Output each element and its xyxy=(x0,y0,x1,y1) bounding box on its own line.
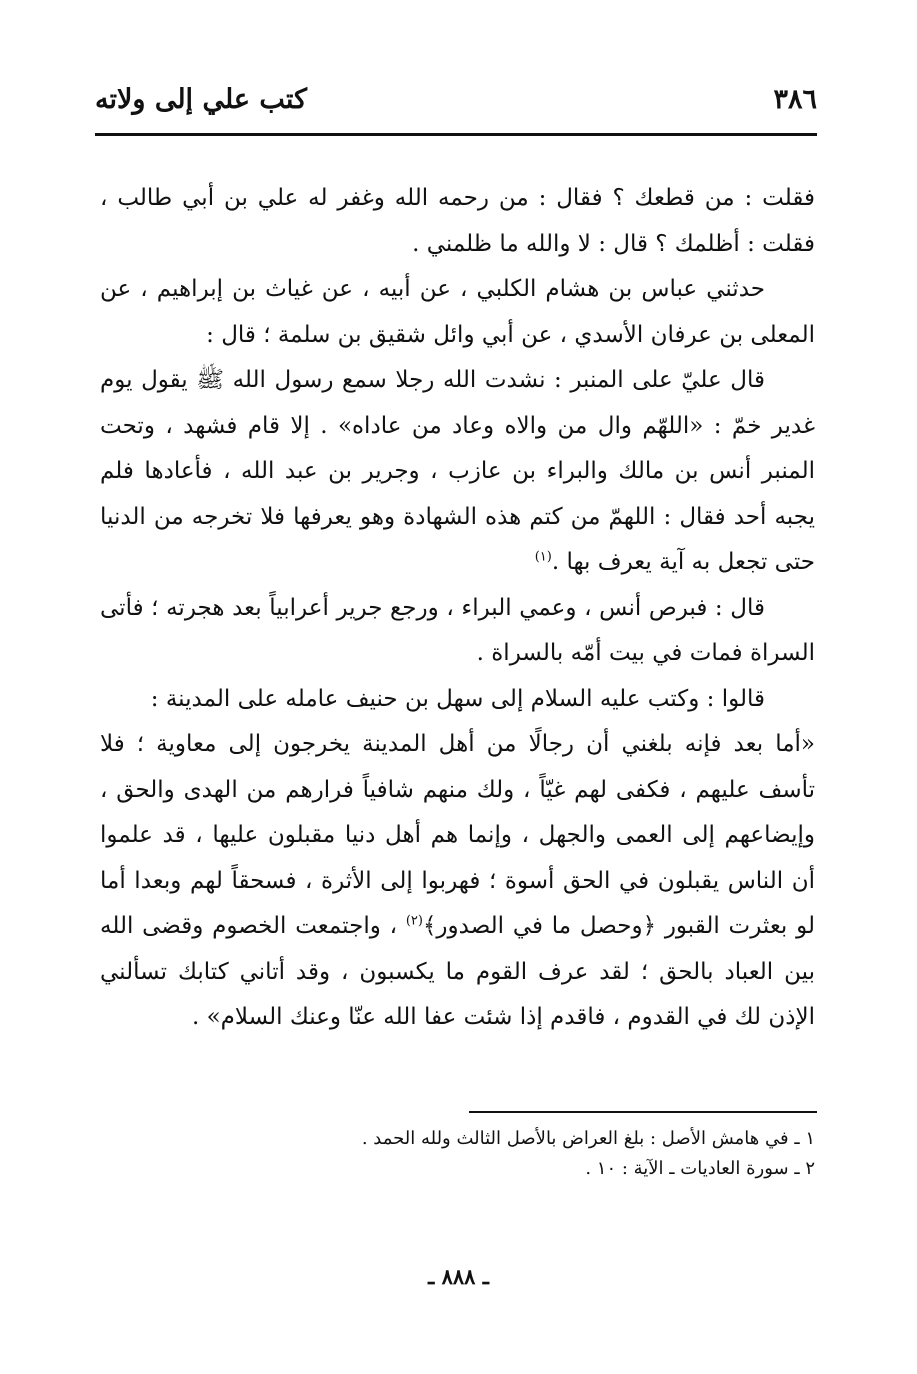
main-text xyxy=(100,176,815,1041)
paragraph-3-text: قال عليّ على المنبر : نشدت الله رجلا سمع رسول الله ﷺ يقول يوم غدير خمّ : «اللهّم وال من والاه وعاد من عاداه» . إلا قام فشهد ، وتحت المنبر أنس بن مالك والبراء بن عازب ، وجرير بن عبد الله ، فأعادها فلم يجبه أحد فقال : اللهمّ من كتم هذه الشهادة وهو يعرفها فلا تخرجه من الدنيا حتى تجعل به آية يعرف بها . xyxy=(100,367,815,575)
header-title: كتب علي إلى ولاته xyxy=(95,84,307,115)
header-page-number: ٣٨٦ xyxy=(773,84,817,115)
paragraph-1: فقلت : من قطعك ؟ فقال : من رحمه الله وغفر له علي بن أبي طالب ، فقلت : أظلمك ؟ قال : لا والله ما ظلمني . xyxy=(100,185,815,257)
paragraph-3 xyxy=(100,358,815,586)
footnotes xyxy=(100,1124,815,1184)
footnote-2: ٢ ـ سورة العاديات ـ الآية : ١٠ . xyxy=(585,1158,815,1179)
paragraph-6-text-a: «أما بعد فإنه بلغني أن رجالًا من أهل المدينة يخرجون إلى معاوية ؛ فلا تأسف عليهم ، فكفى لهم غيّاً ، ولك منهم شافياً فرارهم من الهدى والحق ، وإيضاعهم إلى العمى والجهل ، وإنما هم أهل دنيا مقبلون عليها ، قد علموا أن الناس يقبلون في الحق أسوة ؛ فهربوا إلى الأثرة ، فسحقاً لهم وبعدا أما لو بعثرت القبور ﴿وحصل ما في الصدور﴾ xyxy=(100,731,816,939)
paragraph-6 xyxy=(100,722,815,1041)
paragraph-4: قال : فبرص أنس ، وعمي البراء ، ورجع جرير أعرابياً بعد هجرته ؛ فأتى السراة فمات في بيت أمّه بالسراة . xyxy=(100,594,815,666)
footnote-ref-2: (٢) xyxy=(405,913,423,929)
paragraph-2: حدثني عباس بن هشام الكلبي ، عن أبيه ، عن غياث بن إبراهيم ، عن المعلى بن عرفان الأسدي ، عن أبي وائل شقيق بن سلمة ؛ قال : xyxy=(100,276,815,348)
paragraph-6-text-b: ، واجتمعت الخصوم وقضى الله بين العباد بالحق ؛ لقد عرف القوم ما يكسبون ، وقد أتاني كتابك تسألني الإذن لك في القدوم ، فاقدم إذا شئت عفا الله عنّا وعنك السلام» . xyxy=(100,913,815,1030)
paragraph-5: قالوا : وكتب عليه السلام إلى سهل بن حنيف عامله على المدينة : xyxy=(150,685,765,712)
running-header xyxy=(95,80,817,130)
footnote-ref-1: (١) xyxy=(534,549,552,565)
footnote-1: ١ ـ في هامش الأصل : بلغ العراض بالأصل الثالث ولله الحمد . xyxy=(361,1128,815,1149)
header-divider xyxy=(95,133,817,136)
footnote-divider xyxy=(469,1111,817,1113)
footer-page-number: ـ ٨٨٨ ـ xyxy=(428,1264,489,1289)
